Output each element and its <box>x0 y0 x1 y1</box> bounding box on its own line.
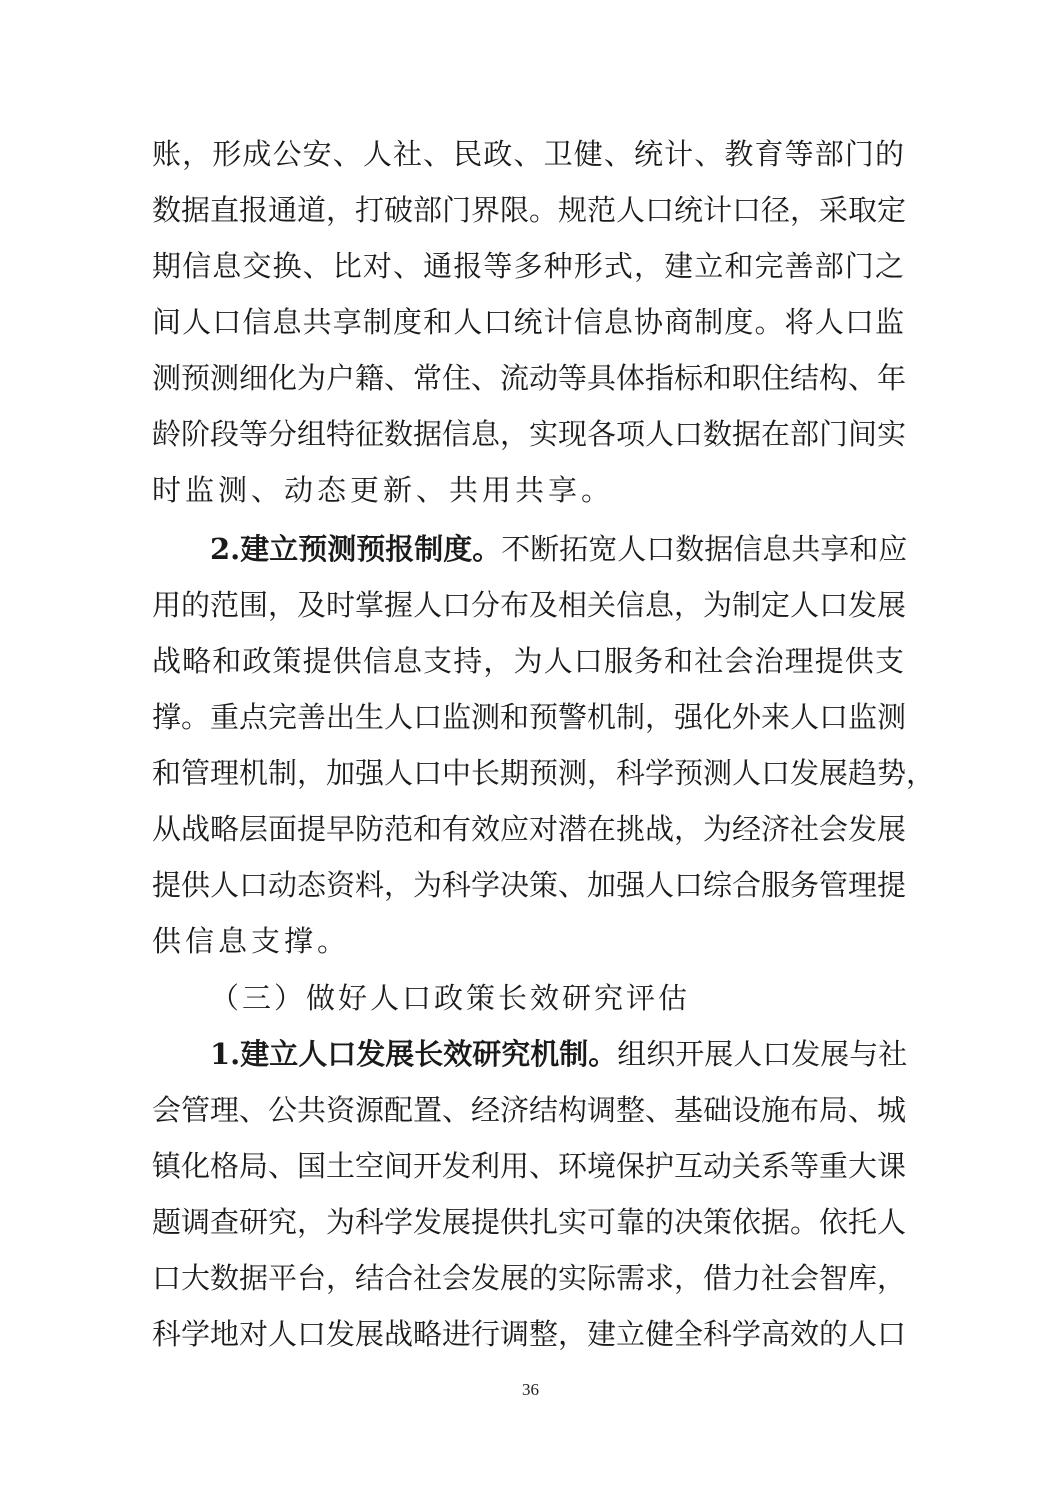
text-line: 战略和政策提供信息支持，为人口服务和社会治理提供支 <box>152 644 904 678</box>
paragraph-forecast-system <box>152 521 936 969</box>
section-heading: （三）做好人口政策长效研究评估 <box>210 981 691 1015</box>
section-heading-block <box>152 970 904 1026</box>
paragraph-research-mechanism <box>152 1026 908 1362</box>
text-line: 和管理机制，加强人口中长期预测，科学预测人口发展趋势， <box>152 756 936 790</box>
paragraph-data-reporting <box>152 126 907 518</box>
text-line: 测预测细化为户籍、常住、流动等具体指标和职住结构、年 <box>152 361 907 395</box>
text-line: 时监测、动态更新、共用共享。 <box>152 473 615 507</box>
text-line: 科学地对人口发展战略进行调整，建立健全科学高效的人口 <box>152 1317 907 1351</box>
text-line: 会管理、公共资源配置、经济结构调整、基础设施布局、城 <box>152 1093 907 1127</box>
text-line: 镇化格局、国土空间开发利用、环境保护互动关系等重大课 <box>152 1149 907 1183</box>
text-line: 龄阶段等分组特征数据信息，实现各项人口数据在部门间实 <box>152 417 907 451</box>
text-line: 间人口信息共享制度和人口统计信息协商制度。将人口监 <box>152 305 904 339</box>
text-line: 数据直报通道，打破部门界限。规范人口统计口径，采取定 <box>152 193 907 227</box>
text-line: 供信息支撑。 <box>152 924 351 958</box>
paragraph-first-line <box>152 521 908 577</box>
page-number: 36 <box>522 1380 539 1399</box>
paragraph-lead-title: 2.建立预测预报制度。 <box>210 532 502 566</box>
paragraph-lead-text: 组织开展人口发展与社 <box>617 1037 908 1071</box>
paragraph-lead-title: 1.建立人口发展长效研究机制。 <box>210 1037 618 1071</box>
text-line: 撑。重点完善出生人口监测和预警机制，强化外来人口监测 <box>152 700 907 734</box>
text-line: 用的范围，及时掌握人口分布及相关信息，为制定人口发展 <box>152 588 907 622</box>
paragraph-first-line <box>152 1026 908 1082</box>
text-line: 账，形成公安、人社、民政、卫健、统计、教育等部门的 <box>152 137 904 171</box>
text-line: 从战略层面提早防范和有效应对潜在挑战，为经济社会发展 <box>152 812 907 846</box>
paragraph-lead-text: 不断拓宽人口数据信息共享和应 <box>501 532 908 566</box>
text-line: 口大数据平台，结合社会发展的实际需求，借力社会智库， <box>152 1261 907 1295</box>
text-line: 期信息交换、比对、通报等多种形式，建立和完善部门之 <box>152 249 904 283</box>
text-line: 提供人口动态资料，为科学决策、加强人口综合服务管理提 <box>152 868 907 902</box>
text-line: 题调查研究，为科学发展提供扎实可靠的决策依据。依托人 <box>152 1205 907 1239</box>
